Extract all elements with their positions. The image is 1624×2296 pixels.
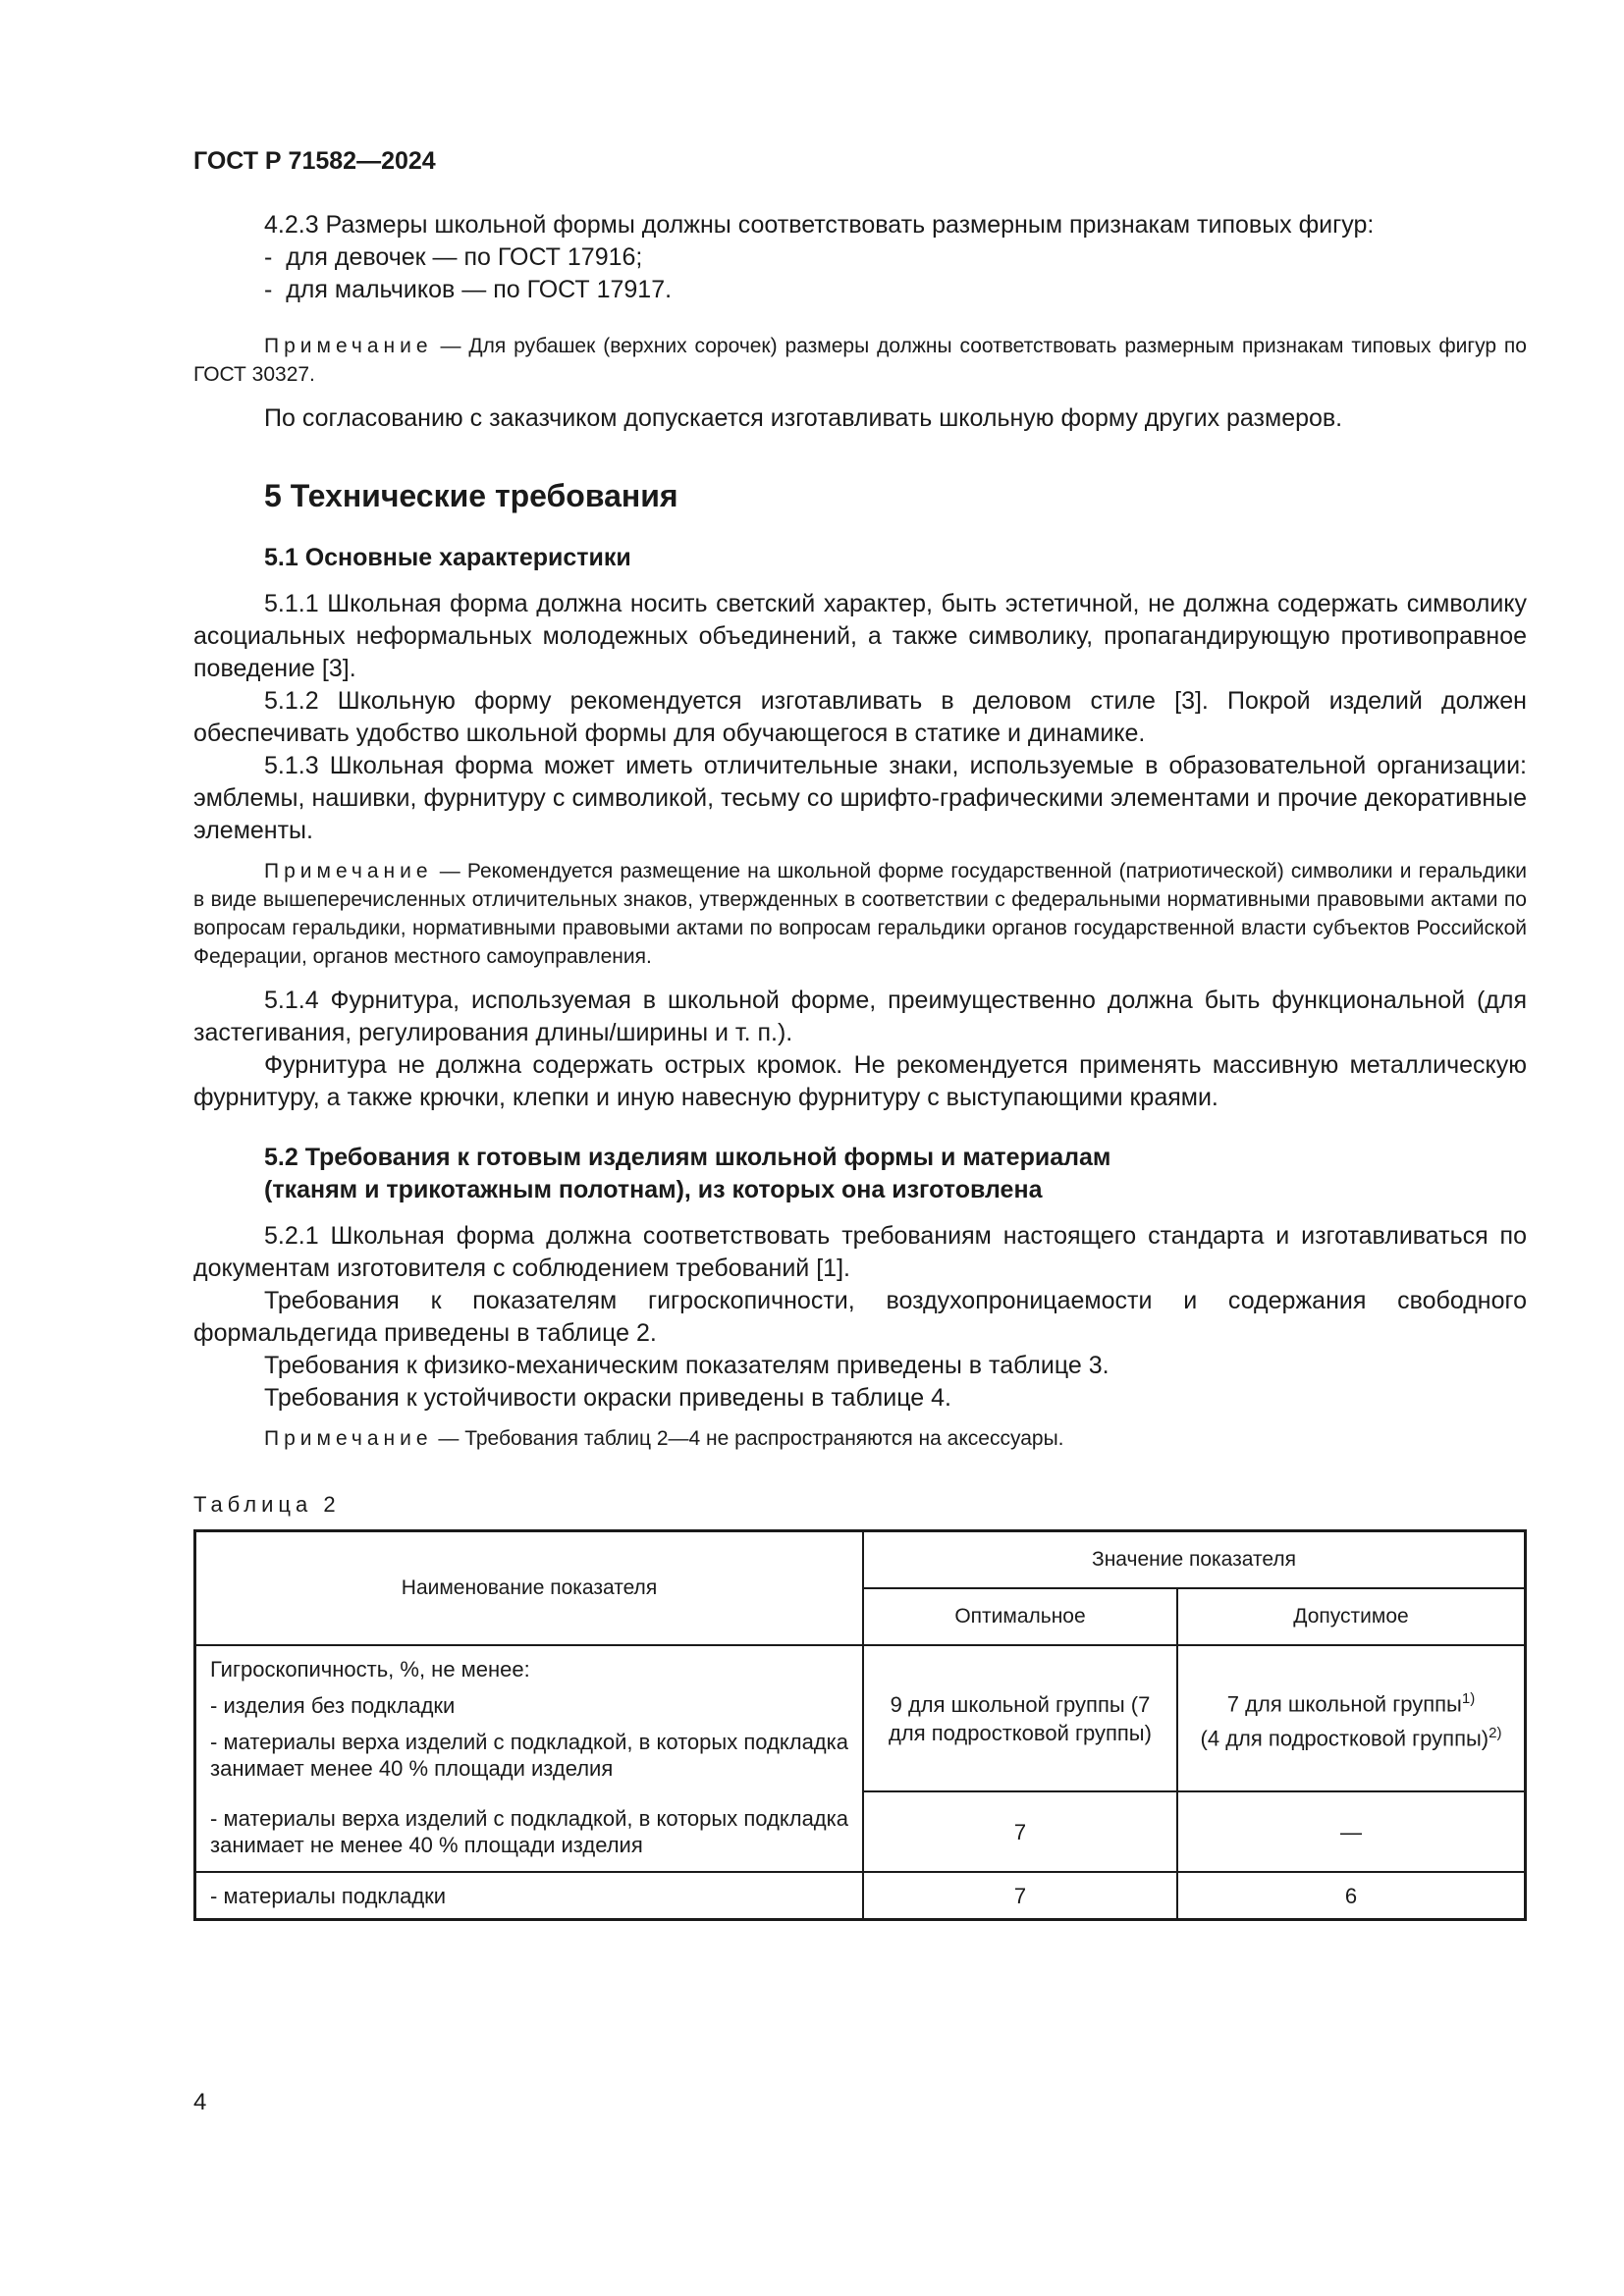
- paragraph-5-1-3: 5.1.3 Школьная форма может иметь отличительные знаки, используемые в образовательной организации: эмблемы, нашивки, фурнитуру с символикой, тесьму со шрифто-графическими элементами и прочие декоративные элементы.: [193, 752, 1527, 844]
- paragraph-5-2-1-c: Требования к физико-механическим показателям приведены в таблице 3.: [264, 1352, 1110, 1379]
- row1-a-text: - изделия без подкладки: [210, 1693, 456, 1718]
- page-number: 4: [193, 2089, 207, 2115]
- table-row: [195, 1872, 1526, 1920]
- note-5-1-3: [193, 857, 1527, 971]
- row1-b-text: - материалы верха изделий с подкладкой, в которых подкладка занимает менее 40 % площади изделия: [210, 1730, 848, 1781]
- paragraph-5-1-1: 5.1.1 Школьная форма должна носить светский характер, быть эстетичной, не должна содержать символику асоциальных неформальных молодежных объединений, а также символику, пропагандирующую противоправное поведение [3].: [193, 590, 1527, 682]
- table-cell-row1-optimal: 9 для школьной группы (7 для подростковой группы): [863, 1645, 1177, 1791]
- list-item-boys: - для мальчиков — по ГОСТ 17917.: [264, 276, 673, 303]
- document-header-code: ГОСТ Р 71582—2024: [193, 147, 436, 175]
- note-4-2-3: [193, 332, 1527, 389]
- table-row: [195, 1645, 1526, 1791]
- table-cell-row2-name: - материалы верха изделий с подкладкой, в которых подкладка занимает не менее 40 % площади изделия: [195, 1791, 864, 1872]
- note-text: — Рекомендуется размещение на школьной форме государственной (патриотической) символики и геральдики в виде вышеперечисленных отличительных знаков, утвержденных в соответствии с федеральными нормативными правовыми актами по вопросам геральдики, нормативными правовыми актами по вопросам геральдики органов государственной власти субъектов Российской Федерации, органов местного самоуправления.: [193, 860, 1527, 968]
- paragraph-5-1-2: 5.1.2 Школьную форму рекомендуется изготавливать в деловом стиле [3]. Покрой изделий должен обеспечивать удобство школьной формы для обучающегося в статике и динамике.: [193, 687, 1527, 747]
- list-item-boys-text: для мальчиков — по ГОСТ 17917.: [286, 276, 673, 303]
- note-text: — Для рубашек (верхних сорочек) размеры должны соответствовать размерным признакам типовых фигур по ГОСТ 30327.: [193, 335, 1527, 386]
- footnote-mark-1: 1): [1461, 1690, 1476, 1708]
- section-5-2-title: [264, 1142, 1527, 1206]
- table-2-caption: Таблица 2: [193, 1492, 341, 1517]
- section-5-1-title: 5.1 Основные характеристики: [264, 544, 631, 571]
- paragraph-5-1-4-b: Фурнитура не должна содержать острых кромок. Не рекомендуется применять массивную металлическую фурнитуру, а также крючки, клепки и иную навесную фурнитуру с выступающими краями.: [193, 1051, 1527, 1111]
- list-item-girls-text: для девочек — по ГОСТ 17916;: [286, 243, 643, 271]
- table-header-name: Наименование показателя: [195, 1531, 864, 1646]
- note-5-2-1: [193, 1424, 1527, 1453]
- table-cell-row3-name: - материалы подкладки: [195, 1872, 864, 1920]
- table-header-optimal: Оптимальное: [863, 1588, 1177, 1645]
- section-5-2-title-line2: (тканям и трикотажным полотнам), из которых она изготовлена: [264, 1176, 1043, 1203]
- note-text: — Требования таблиц 2—4 не распространяются на аксессуары.: [432, 1427, 1064, 1450]
- document-page: [193, 147, 1527, 1921]
- table-cell-row2-optimal: 7: [863, 1791, 1177, 1872]
- paragraph-5-2-1: 5.2.1 Школьная форма должна соответствовать требованиям настоящего стандарта и изготавливаться по документам изготовителя с соблюдением требований [1].: [193, 1222, 1527, 1282]
- table-cell-hygroscopicity: [195, 1645, 864, 1791]
- note-label: Примечание: [264, 1427, 433, 1450]
- list-item-girls: - для девочек — по ГОСТ 17916;: [264, 243, 643, 271]
- table-2: [193, 1529, 1527, 1921]
- table-header-value: Значение показателя: [863, 1531, 1526, 1589]
- table-cell-row2-allowed: —: [1177, 1791, 1526, 1872]
- table-cell-row1-allowed: [1177, 1645, 1526, 1791]
- row-header-text: Гигроскопичность, %, не менее:: [210, 1657, 530, 1682]
- paragraph-5-2-1-b: Требования к показателям гигроскопичности, воздухопроницаемости и содержания свободного формальдегида приведены в таблице 2.: [193, 1287, 1527, 1347]
- table-cell-row3-allowed: 6: [1177, 1872, 1526, 1920]
- table-header-allowed: Допустимое: [1177, 1588, 1526, 1645]
- note-label: Примечание: [264, 335, 433, 357]
- table-cell-row3-optimal: 7: [863, 1872, 1177, 1920]
- section-5-2-title-line1: 5.2 Требования к готовым изделиям школьной формы и материалам: [264, 1144, 1111, 1171]
- footnote-mark-2: 2): [1489, 1724, 1502, 1741]
- paragraph-5-1-4: 5.1.4 Фурнитура, используемая в школьной форме, преимущественно должна быть функциональной (для застегивания, регулирования длины/ширины и т. п.).: [193, 987, 1527, 1046]
- paragraph-4-2-3: 4.2.3 Размеры школьной формы должны соответствовать размерным признакам типовых фигур:: [264, 211, 1375, 239]
- table-row: [195, 1791, 1526, 1872]
- section-5-title: 5 Технические требования: [264, 478, 678, 513]
- paragraph-5-2-1-d: Требования к устойчивости окраски приведены в таблице 4.: [264, 1384, 951, 1412]
- row1-allow-a: 7 для школьной группы: [1226, 1691, 1462, 1717]
- note-label: Примечание: [264, 860, 433, 882]
- row1-allow-b: (4 для подростковой группы): [1200, 1725, 1489, 1750]
- paragraph-custom-sizes: По согласованию с заказчиком допускается изготавливать школьную форму других размеров.: [264, 404, 1343, 432]
